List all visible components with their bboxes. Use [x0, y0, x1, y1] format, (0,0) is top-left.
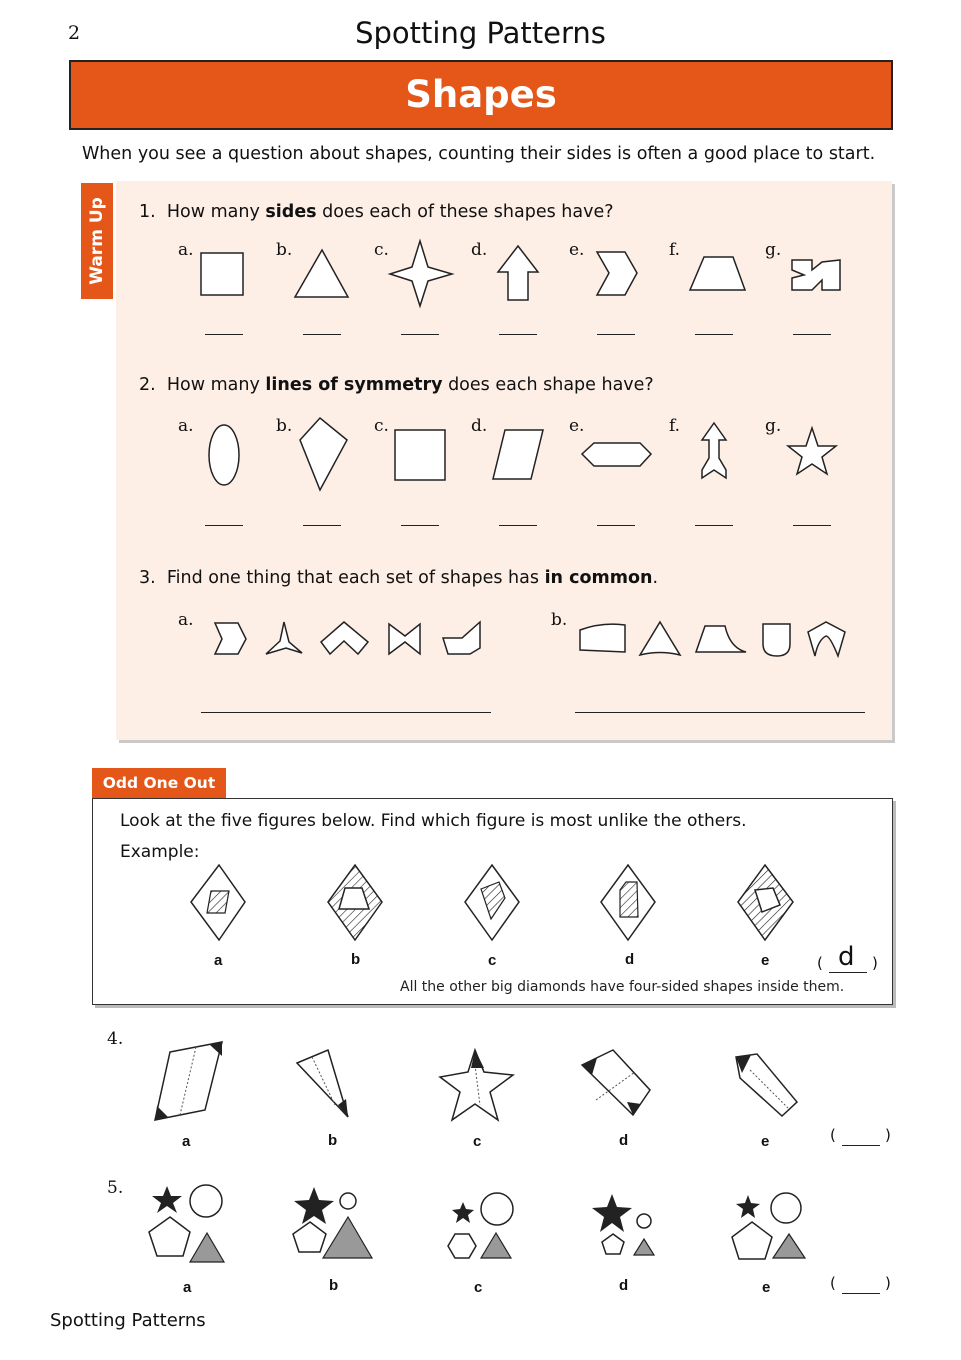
q4-bracket-close: ) — [885, 1126, 891, 1144]
q2-text-post: does each shape have? — [442, 375, 654, 395]
q2-label-e: e. — [569, 416, 585, 436]
q2-text-bold: lines of symmetry — [265, 375, 443, 395]
q5e-triangle — [773, 1234, 805, 1258]
q5c-hexagon — [448, 1234, 476, 1258]
q4-letter-d: d — [619, 1132, 629, 1149]
q5c-star — [452, 1202, 474, 1223]
q5-letter-e: e — [762, 1279, 771, 1296]
q1-label-c: c. — [374, 240, 389, 260]
page-title: Shapes — [69, 60, 893, 130]
q1-label-g: g. — [765, 240, 782, 260]
q5b-star — [294, 1187, 334, 1224]
odd-one-out-tab: Odd One Out — [92, 768, 226, 798]
q5a-triangle — [190, 1233, 224, 1262]
q5-letter-b: b — [329, 1277, 339, 1294]
example-letter-e: e — [761, 952, 770, 969]
q4-number: 4. — [107, 1029, 124, 1049]
q5-letter-a: a — [183, 1279, 192, 1296]
q5-bracket-close: ) — [885, 1274, 891, 1292]
q5-bracket-open: ( — [830, 1274, 836, 1292]
q2-label-f: f. — [669, 416, 681, 436]
q2-number: 2. — [139, 375, 156, 395]
q1-text-pre: How many — [166, 202, 266, 222]
q1-number: 1. — [139, 202, 156, 222]
q5a-circle — [190, 1185, 222, 1217]
example-answer: d — [838, 942, 855, 972]
q5c-circle — [481, 1193, 513, 1225]
q2-label-g: g. — [765, 416, 782, 436]
q5a-pentagon — [149, 1217, 190, 1256]
q5d-circle — [637, 1214, 651, 1228]
q3-text-post: . — [652, 568, 659, 588]
q3-label-a: a. — [178, 610, 194, 630]
q5-letter-d: d — [619, 1277, 629, 1294]
q3-number: 3. — [139, 568, 156, 588]
q5b-pentagon — [293, 1222, 326, 1252]
q3-text-bold: in common — [544, 568, 653, 588]
q1-label-f: f. — [669, 240, 681, 260]
q4-letter-a: a — [182, 1133, 191, 1150]
q1-text-bold: sides — [265, 202, 317, 222]
example-letter-c: c — [488, 952, 497, 969]
q5c-triangle — [481, 1233, 511, 1258]
example-letter-a: a — [214, 952, 223, 969]
example-letter-b: b — [351, 951, 361, 968]
example-explanation: All the other big diamonds have four-sided shapes inside them. — [400, 979, 845, 995]
q5e-pentagon — [732, 1222, 772, 1259]
q4-letter-c: c — [473, 1133, 482, 1150]
q5e-circle — [771, 1193, 801, 1223]
example-label: Example: — [120, 842, 200, 862]
q1-label-a: a. — [178, 240, 194, 260]
example-bracket-close: ) — [872, 954, 878, 972]
q5a-star — [152, 1186, 182, 1213]
footer-title: Spotting Patterns — [50, 1310, 206, 1331]
example-letter-d: d — [625, 951, 635, 968]
q2-label-d: d. — [471, 416, 488, 436]
q1-label-e: e. — [569, 240, 585, 260]
q5d-triangle — [634, 1239, 654, 1255]
q5-number: 5. — [107, 1178, 124, 1198]
q2-label-a: a. — [178, 416, 194, 436]
q5-letter-c: c — [474, 1279, 483, 1296]
warm-up-label: Warm Up — [87, 197, 107, 285]
q1-label-d: d. — [471, 240, 488, 260]
running-head: Spotting Patterns — [355, 16, 606, 50]
example-bracket-open: ( — [817, 954, 823, 972]
q1-label-b: b. — [276, 240, 293, 260]
odd-one-out-instruction: Look at the five figures below. Find which figure is most unlike the others. — [120, 811, 747, 831]
q4-letter-e: e — [761, 1133, 770, 1150]
q3-text-pre: Find one thing that each set of shapes has — [166, 568, 545, 588]
intro-text: When you see a question about shapes, counting their sides is often a good place to start. — [82, 144, 876, 164]
q2-label-b: b. — [276, 416, 293, 436]
q5d-star — [592, 1194, 632, 1232]
q4-bracket-open: ( — [830, 1126, 836, 1144]
q2-label-c: c. — [374, 416, 389, 436]
q5b-circle — [340, 1193, 356, 1209]
q5e-star — [736, 1195, 760, 1218]
q4-letter-b: b — [328, 1132, 338, 1149]
q5b-triangle — [323, 1217, 372, 1258]
q1-text-post: does each of these shapes have? — [316, 202, 614, 222]
q5d-pentagon — [602, 1234, 624, 1254]
q2-text-pre: How many — [166, 375, 266, 395]
q5-answer-line[interactable] — [842, 1293, 880, 1294]
q3-label-b: b. — [551, 610, 568, 630]
page-number: 2 — [68, 22, 81, 44]
